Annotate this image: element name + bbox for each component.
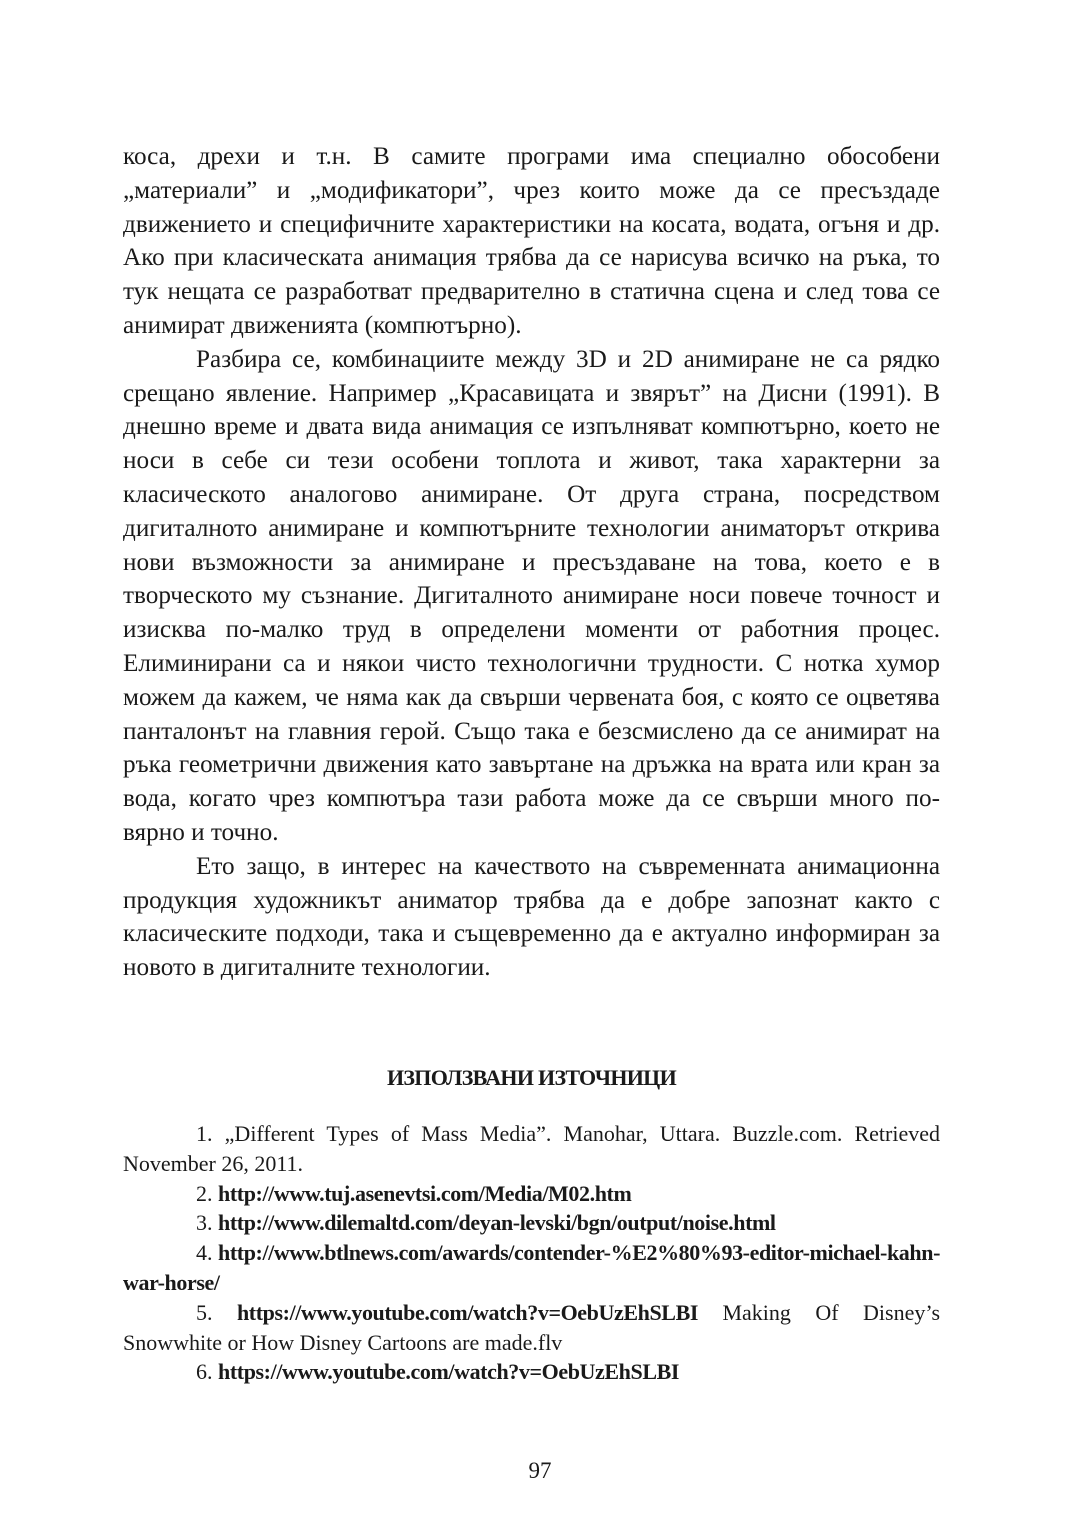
page-content [123,140,940,1387]
reference-number: 6. [196,1359,213,1385]
paragraph-continued: коса, дрехи и т.н. В самите програми има специално обособени „материали” и „модификатори”, чрез които може да се пресъздаде движението и специфичните характеристики на косата, водата, огъня и др. Ако при класическата анимация трябва да се нарисува всичко на ръка, то тук нещата се разработват предварително в статична сцена и след това се анимират движенията (компютърно). [123,143,940,339]
reference-number: 1. [196,1120,213,1146]
reference-item [123,1238,940,1298]
references-heading: ИЗПОЛЗВАНИ ИЗТОЧНИЦИ [386,1064,677,1090]
reference-link[interactable]: http://www.dilemaltd.com/deyan-levski/bgn/output/noise.html [218,1210,776,1236]
references-list [123,1119,940,1387]
reference-text: Making Of Disney’s Snowwhite or How Disney Cartoons are made.flv [123,1299,941,1355]
page-number: 97 [528,1458,552,1483]
reference-item [123,1208,940,1238]
reference-number: 2. [196,1180,213,1206]
reference-link[interactable]: https://www.youtube.com/watch?v=OebUzEhSLBI [218,1359,680,1385]
reference-item [123,1357,940,1387]
reference-item [123,1119,940,1179]
reference-number: 5. [196,1299,213,1325]
reference-link[interactable]: http://www.tuj.asenevtsi.com/Media/M02.htm [218,1180,632,1206]
reference-link[interactable]: https://www.youtube.com/watch?v=OebUzEhSLBI [236,1299,699,1325]
reference-item [123,1179,940,1209]
reference-item [123,1298,940,1358]
paragraph: Разбира се, комбинациите между 3D и 2D анимиране не са рядко срещано явление. Например „Красавицата и звярът” на Дисни (1991). В днешно време и двата вида анимация се изпълняват компютърно, което не носи в себе си тези особени топлота и живот, така характерни за класическото аналогово анимиране. От друга страна, посредством дигиталното анимиране и компютърните технологии аниматорът открива нови възможности за анимиране и пресъздаване на това, което е в творческото му съзнание. Дигиталното анимиране носи повече точност и изисква по-малко труд в определени моменти от работния процес. Елиминирани са и някои чисто технологични трудности. С нотка хумор можем да кажем, че няма как да свърши червената боя, с която се оцветява панталонът на главния герой. Също така е безсмислено да се анимират на ръка геометрични движения като завъртане на дръжка на врата или кран за вода, когато чрез компютъра тази работа може да се свърши много по-вярно и точно. [123,345,940,846]
paragraph: Ето защо, в интерес на качеството на съвременната анимационна продукция художникът аниматор трябва да е добре запознат както с класическите подходи, така и същевременно да е актуално информиран за новото в дигиталните технологии. [123,852,940,982]
body-text [123,140,940,985]
reference-text: „Different Types of Mass Media”. Manohar, Uttara. Buzzle.com. Retrieved November 26, 2011. [123,1120,941,1176]
reference-number: 4. [196,1240,213,1266]
reference-link[interactable]: http://www.btlnews.com/awards/contender-%E2%80%93-editor-michael-kahn-war-horse/ [123,1240,940,1295]
reference-number: 3. [196,1210,213,1236]
